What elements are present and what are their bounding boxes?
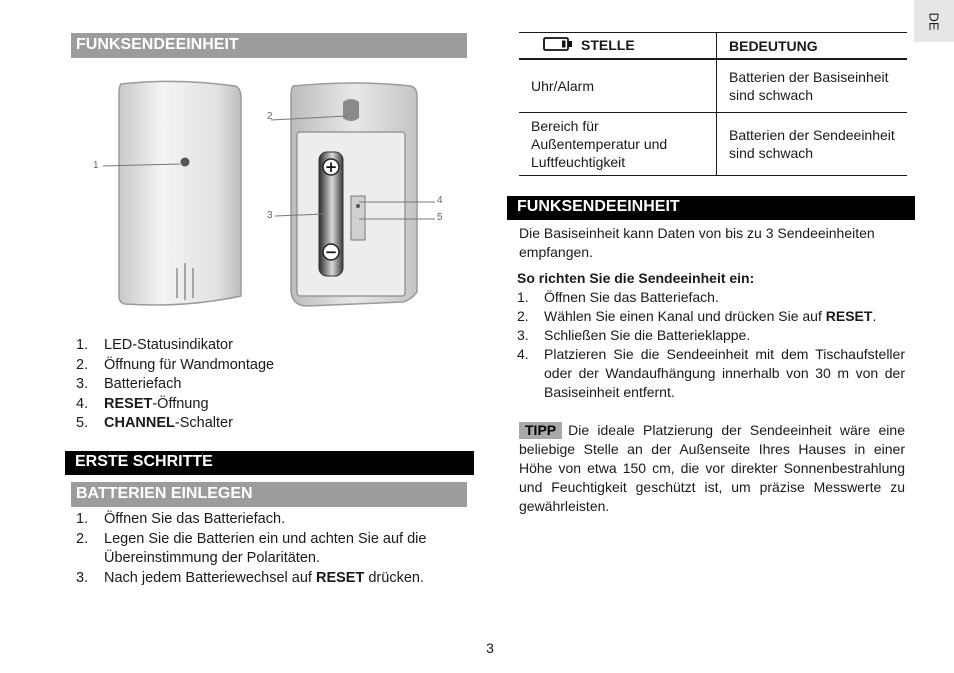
- section-heading-funksendeeinheit: [71, 33, 467, 58]
- list-text: .: [872, 308, 877, 324]
- section-heading-text: FUNKSENDEEINHEIT: [76, 36, 239, 53]
- list-number: 5.: [76, 415, 89, 431]
- table-cell: Uhr/Alarm: [519, 59, 717, 113]
- howto-title: So richten Sie die Sendeeinheit ein:: [517, 270, 755, 286]
- callout-2: 2: [267, 111, 273, 122]
- list-number: 3.: [76, 376, 89, 392]
- table-header-text: STELLE: [581, 36, 635, 53]
- list-item: [76, 356, 466, 376]
- reset-hole-icon: [356, 204, 360, 208]
- list-text: Öffnen Sie das Batteriefach.: [544, 289, 719, 305]
- list-item: [76, 569, 468, 589]
- list-item: [76, 395, 466, 415]
- list-item: [517, 345, 905, 402]
- callout-1: 1: [93, 160, 99, 171]
- table-row: [519, 113, 907, 176]
- list-text: Batteriefach: [104, 376, 182, 392]
- list-number: 1.: [76, 511, 89, 527]
- list-text: -Schalter: [174, 415, 233, 431]
- list-number: 4.: [517, 346, 529, 362]
- channel-switch: [351, 196, 365, 240]
- table-header-text: BEDEUTUNG: [729, 37, 818, 54]
- list-text: drücken.: [364, 569, 424, 586]
- list-text: Legen Sie die Batterien ein und achten Sie auf die Übereinstimmung der Polaritäten.: [104, 530, 427, 566]
- list-text: -Öffnung: [152, 395, 209, 412]
- callout-3: 3: [267, 210, 273, 221]
- list-number: 4.: [76, 395, 89, 412]
- intro-paragraph: Die Basiseinheit kann Daten von bis zu 3 Sendeeinheiten empfangen.: [519, 225, 875, 260]
- table-header-bedeutung: [717, 33, 908, 60]
- list-item: [517, 288, 905, 307]
- battery-indicator-table: [519, 32, 907, 176]
- section-heading-text: FUNKSENDEEINHEIT: [517, 198, 680, 215]
- led-status-indicator-icon: [181, 158, 190, 167]
- language-tab-label: DE: [926, 11, 942, 31]
- list-number: 3.: [517, 327, 529, 343]
- section-heading-funksendeeinheit-right: [507, 196, 915, 220]
- list-number: 2.: [517, 308, 529, 324]
- language-tab: [914, 0, 954, 42]
- list-item: [76, 510, 468, 530]
- battery-low-icon: [543, 37, 573, 54]
- list-text: Wählen Sie einen Kanal und drücken Sie auf: [544, 308, 826, 324]
- list-number: 2.: [76, 356, 89, 373]
- table-cell: Batterien der Basiseinheit sind schwach: [717, 59, 908, 113]
- list-text: LED-Statusindikator: [104, 337, 233, 353]
- list-text: Öffnen Sie das Batteriefach.: [104, 511, 286, 527]
- sensor-front-view: [103, 81, 241, 305]
- section-heading-erste-schritte: [65, 451, 474, 475]
- table-row: [519, 59, 907, 113]
- callout-4: 4: [437, 195, 443, 206]
- list-number: 2.: [76, 530, 89, 547]
- tip-paragraph: [519, 421, 905, 516]
- callout-5: 5: [437, 212, 443, 223]
- table-cell: Bereich für Außentemperatur und Luftfeuchtigkeit: [519, 113, 717, 176]
- list-text: Nach jedem Batteriewechsel auf: [104, 569, 316, 586]
- tip-text: Die ideale Platzierung der Sendeeinheit wäre eine beliebige Stelle an der Außenseite Ihres Hauses in einer Höhe von etwa 150 cm, die vor direkter Sonnenbestrahlung und Feuchtigkeit geschützt ist, um präzise Messwerte zu gewährleisten.: [519, 422, 905, 514]
- setup-steps-list: [517, 288, 905, 402]
- list-number: 3.: [76, 569, 89, 586]
- parts-list: [76, 336, 466, 434]
- section-heading-text: BATTERIEN EINLEGEN: [76, 485, 253, 502]
- wall-mount-hole-icon: [343, 99, 359, 121]
- list-text: Schließen Sie die Batterieklappe.: [544, 327, 751, 343]
- section-heading-batterien-einlegen: [71, 482, 467, 507]
- list-text: Öffnung für Wandmontage: [104, 356, 275, 373]
- list-item: [517, 326, 905, 345]
- list-number: 1.: [517, 289, 529, 305]
- table-cell: Batterien der Sendeeinheit sind schwach: [717, 113, 908, 176]
- list-bold: CHANNEL: [104, 415, 175, 431]
- table-header-stelle: [519, 33, 717, 60]
- list-text: Platzieren Sie die Sendeeinheit mit dem Tischaufsteller oder der Wandaufhängung innerhalb von 30 m von der Basiseinheit entfernt.: [544, 346, 905, 400]
- list-bold: RESET: [825, 308, 873, 324]
- list-number: 1.: [76, 337, 89, 353]
- section-heading-text: ERSTE SCHRITTE: [75, 453, 213, 470]
- svg-text:−: −: [324, 243, 338, 261]
- list-bold: RESET: [315, 569, 365, 586]
- list-item: [76, 336, 466, 356]
- battery-steps-list: [76, 510, 468, 588]
- list-item: [76, 530, 468, 569]
- list-bold: RESET: [104, 395, 153, 412]
- tip-badge: TIPP: [519, 422, 562, 439]
- svg-text:+: +: [324, 158, 338, 176]
- sensor-back-view: [271, 83, 435, 306]
- page-number: 3: [486, 640, 494, 656]
- list-item: [517, 307, 905, 326]
- list-item: [76, 414, 466, 434]
- list-item: [76, 375, 466, 395]
